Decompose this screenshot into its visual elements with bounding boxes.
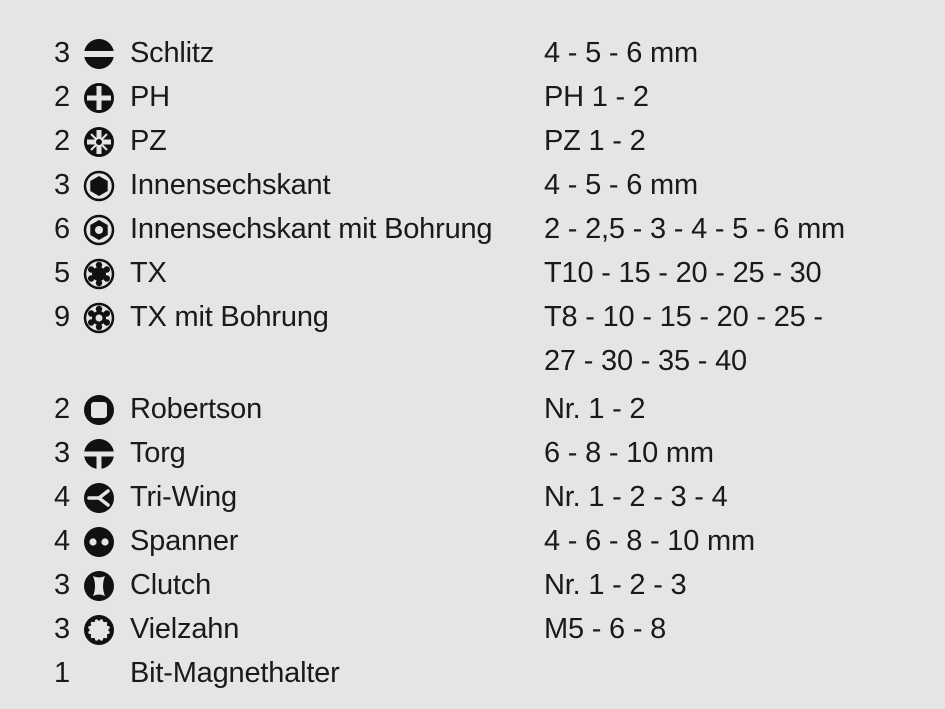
hex-tamper-icon [82,213,116,247]
item-name: Bit-Magnethalter [130,657,340,689]
pozidriv-icon [82,125,116,159]
item-sizes: T8 - 10 - 15 - 20 - 25 - [544,301,823,333]
item-sizes: Nr. 1 - 2 [544,393,646,425]
torx-icon [82,257,116,291]
item-name: TX mit Bohrung [130,301,329,333]
item-name: Schlitz [130,37,215,69]
clutch-icon [82,569,116,603]
item-sizes: Nr. 1 - 2 - 3 - 4 [544,481,728,513]
item-quantity: 3 [54,569,70,601]
item-name: Innensechskant [130,169,331,201]
item-quantity: 6 [54,213,70,245]
phillips-icon [82,81,116,115]
item-name: Vielzahn [130,613,240,645]
item-name: Spanner [130,525,239,557]
item-sizes: PH 1 - 2 [544,81,649,113]
item-sizes: M5 - 6 - 8 [544,613,667,645]
torq-icon [82,437,116,471]
item-name: Clutch [130,569,211,601]
item-quantity: 3 [54,169,70,201]
item-quantity: 2 [54,393,70,425]
hex-icon [82,169,116,203]
item-name: TX [130,257,167,289]
multitooth-icon [82,613,116,647]
item-quantity: 3 [54,613,70,645]
item-sizes: Nr. 1 - 2 - 3 [544,569,687,601]
item-sizes: 4 - 5 - 6 mm [544,37,698,69]
item-name: PH [130,81,170,113]
item-quantity: 3 [54,37,70,69]
item-quantity: 4 [54,481,70,513]
item-quantity: 4 [54,525,70,557]
slotted-icon [82,37,116,71]
item-sizes: 4 - 5 - 6 mm [544,169,698,201]
item-quantity: 2 [54,81,70,113]
item-sizes: PZ 1 - 2 [544,125,646,157]
robertson-icon [82,393,116,427]
spanner-icon [82,525,116,559]
item-quantity: 2 [54,125,70,157]
item-sizes-line2: 27 - 30 - 35 - 40 [544,345,747,377]
item-sizes: T10 - 15 - 20 - 25 - 30 [544,257,822,289]
item-name: PZ [130,125,167,157]
item-name: Tri-Wing [130,481,237,513]
item-name: Torg [130,437,186,469]
item-quantity: 9 [54,301,70,333]
torx-tamper-icon [82,301,116,335]
item-name: Robertson [130,393,262,425]
item-sizes: 6 - 8 - 10 mm [544,437,714,469]
item-quantity: 1 [54,657,70,689]
tri-wing-icon [82,481,116,515]
item-quantity: 5 [54,257,70,289]
item-sizes: 2 - 2,5 - 3 - 4 - 5 - 6 mm [544,213,845,245]
item-name: Innensechskant mit Bohrung [130,213,493,245]
item-sizes: 4 - 6 - 8 - 10 mm [544,525,755,557]
item-quantity: 3 [54,437,70,469]
